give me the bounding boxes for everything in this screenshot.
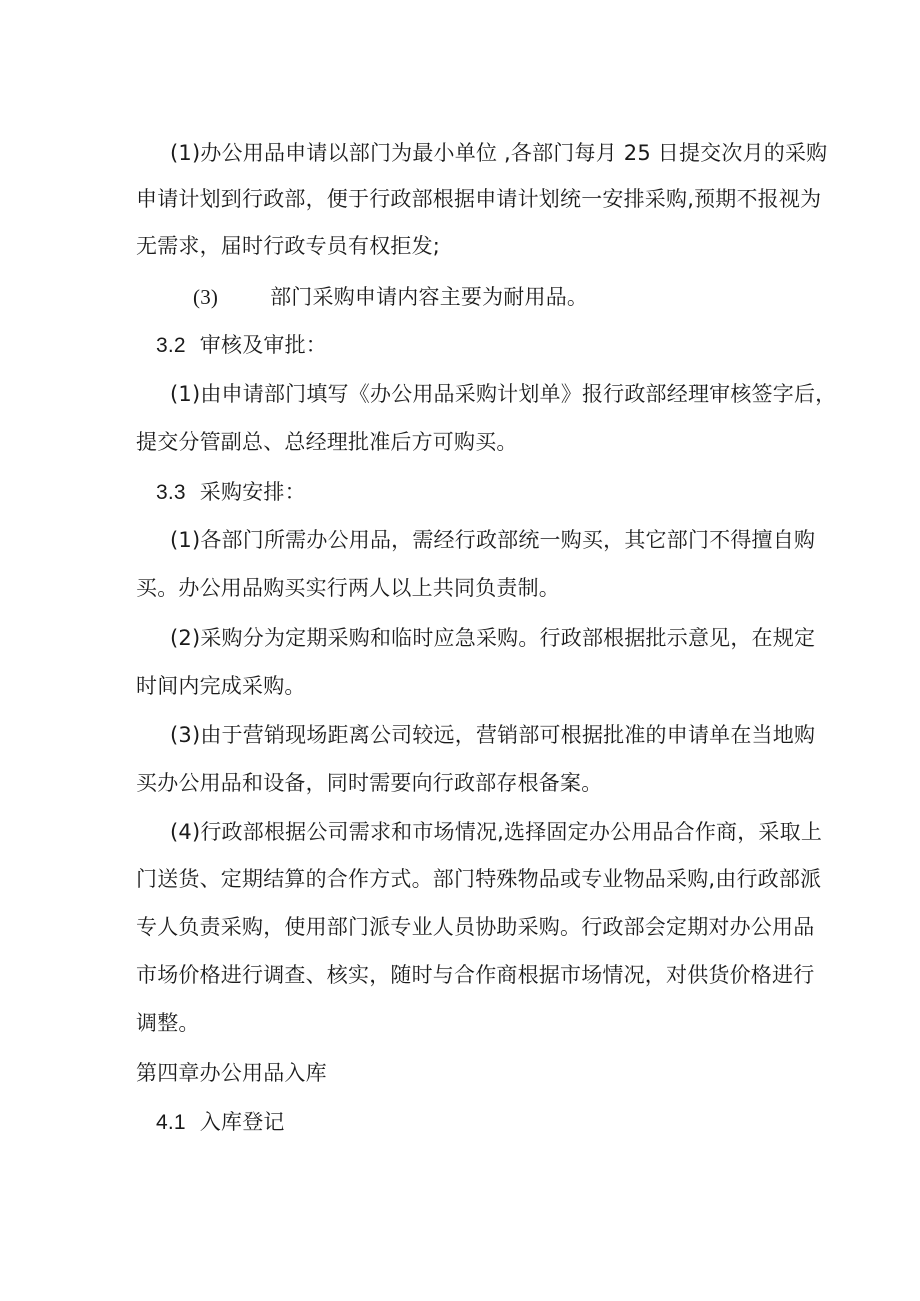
item-text: 部门采购申请内容主要为耐用品。: [270, 285, 589, 309]
paragraph-purchase-4-line-3: 专人负责采购，使用部门派专业人员协助采购。行政部会定期对办公用品: [136, 915, 815, 939]
section-title: 入库登记: [199, 1110, 285, 1134]
paragraph-purchase-3-line-1: (3)由于营销现场距离公司较远，营销部可根据批准的申请单在当地购: [170, 723, 816, 747]
paragraph-purchase-2-line-2: 时间内完成采购。: [136, 674, 306, 698]
paragraph-purchase-2-line-1: (2)采购分为定期采购和临时应急采购。行政部根据批示意见，在规定: [170, 626, 816, 650]
chapter-4-heading: 第四章办公用品入库: [136, 1061, 327, 1085]
paragraph-application-line-2: 申请计划到行政部，便于行政部根据申请计划统一安排采购,预期不报视为: [136, 187, 822, 211]
paragraph-review-line-2: 提交分管副总、总经理批准后方可购买。: [136, 430, 518, 454]
paragraph-purchase-4-line-5: 调整。: [136, 1011, 200, 1035]
section-title: 审核及审批：: [199, 333, 327, 357]
section-3-3-heading: [156, 477, 306, 508]
section-3-2-heading: [156, 330, 327, 361]
paragraph-purchase-1-line-1: (1)各部门所需办公用品，需经行政部统一购买，其它部门不得擅自购: [170, 528, 816, 552]
section-number: 4.1: [156, 1111, 186, 1134]
item-3-durable: [193, 282, 588, 312]
paragraph-purchase-4-line-4: 市场价格进行调查、核实，随时与合作商根据市场情况，对供货价格进行: [136, 963, 815, 987]
paragraph-purchase-3-line-2: 买办公用品和设备，同时需要向行政部存根备案。: [136, 771, 603, 795]
section-number: 3.3: [156, 481, 186, 504]
paragraph-purchase-4-line-1: (4)行政部根据公司需求和市场情况,选择固定办公用品合作商，采取上: [170, 820, 823, 844]
item-number: (3): [193, 285, 219, 309]
paragraph-application-line-1: (1)办公用品申请以部门为最小单位 ,各部门每月 25 日提交次月的采购: [170, 141, 828, 165]
section-4-1-heading: [156, 1107, 285, 1138]
section-title: 采购安排：: [199, 480, 306, 504]
paragraph-application-line-3: 无需求，届时行政专员有权拒发;: [136, 234, 441, 258]
paragraph-purchase-4-line-2: 门送货、定期结算的合作方式。部门特殊物品或专业物品采购,由行政部派: [136, 867, 822, 891]
section-number: 3.2: [156, 334, 186, 357]
paragraph-purchase-1-line-2: 买。办公用品购买实行两人以上共同负责制。: [136, 576, 560, 600]
paragraph-review-line-1: (1)由申请部门填写《办公用品采购计划单》报行政部经理审核签字后，: [170, 382, 837, 406]
